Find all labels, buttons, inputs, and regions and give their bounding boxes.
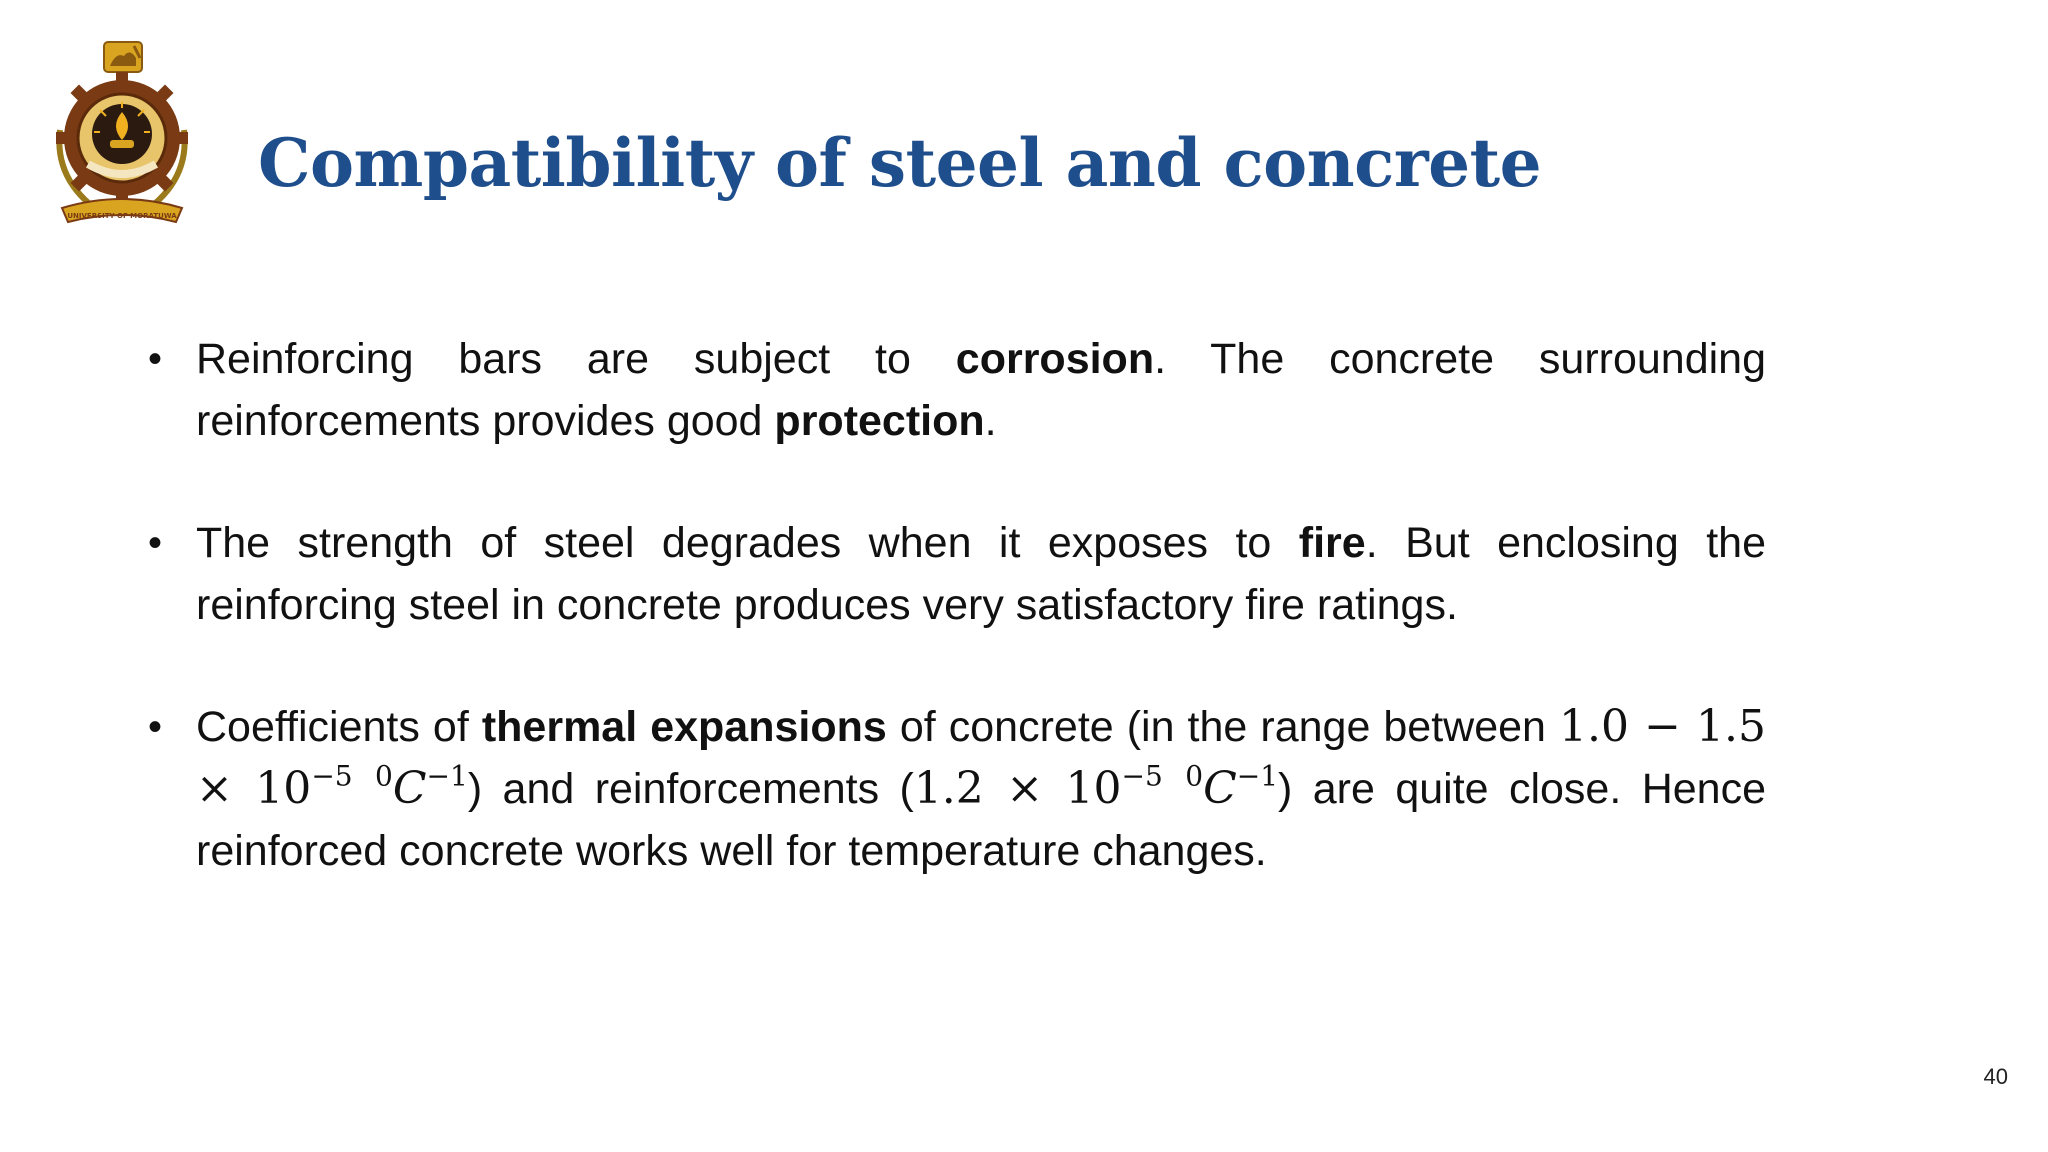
- bullet-list: [146, 328, 1766, 882]
- bullet-dot: •: [148, 521, 163, 565]
- bullet-corrosion: • Reinforcing bars are subject to corrosion. The concrete surrounding reinforcements provides good protection.: [146, 328, 1766, 452]
- keyword-protection: protection: [774, 397, 985, 445]
- svg-text:UNIVERSITY OF MORATUWA: UNIVERSITY OF MORATUWA: [67, 212, 177, 220]
- bullet-fire: • The strength of steel degrades when it exposes to fire. But enclosing the reinforcing steel in concrete produces very satisfactory fire ratings.: [146, 512, 1766, 636]
- concrete-coefficient-formula: $1.0 - 1.5 \times 10^{-5}$ $^0C^{-1}$: [196, 701, 1766, 814]
- keyword-corrosion: corrosion: [955, 335, 1155, 383]
- bullet-dot: •: [148, 705, 163, 749]
- bullet-thermal-expansion: • Coefficients of thermal expansions of concrete (in the range between $1.0 - 1.5 \times 10^{-5}$ $^0C^{-1}$) and reinforcements ($1.2 \times 10^{-5}$ $^0C^{-1}$) are quite close. Hence reinforced concrete works well for temperature changes.: [146, 696, 1766, 882]
- steel-coefficient-formula: $1.2 \times 10^{-5}$ $^0C^{-1}$: [913, 759, 1279, 814]
- lion-crest-icon: [104, 42, 142, 72]
- page-number: 40: [1983, 1064, 2008, 1089]
- slide-title: Compatibility of steel and concrete: [258, 124, 1542, 202]
- keyword-thermal-expansions: thermal expansions: [481, 703, 887, 751]
- gear-emblem-icon: [56, 72, 188, 204]
- logo-ribbon: [62, 199, 182, 222]
- keyword-fire: fire: [1298, 519, 1366, 567]
- university-logo: [48, 40, 196, 230]
- bullet-dot: •: [148, 337, 163, 381]
